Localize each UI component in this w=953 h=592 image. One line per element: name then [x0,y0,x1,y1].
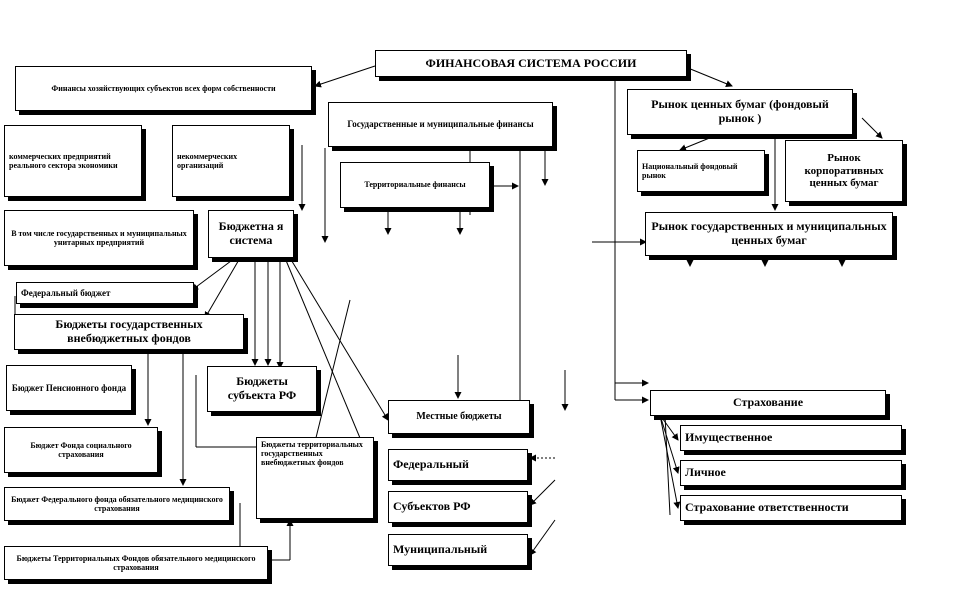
pension-fund-box: Бюджет Пенсионного фонда [6,365,132,411]
securities-market-box: Рынок ценных бумаг (фондовый рынок ) [627,89,853,135]
insurance-box: Страхование [650,390,886,416]
territorial-medical-funds-box: Бюджеты Территориальных Фондов обязательного медицинского страхования [4,546,268,580]
gov-securities-box: Рынок государственных и муниципальных ценных бумаг [645,212,893,256]
federal-budget-box: Федеральный бюджет [16,282,194,304]
insurance-personal-box: Личное [680,460,902,486]
state-municipal-box: Государственные и муниципальные финансы [328,102,553,147]
budget-system-box: Бюджетна я система [208,210,294,258]
social-fund-box: Бюджет Фонда социального страхования [4,427,158,473]
federal-medical-fund-box: Бюджет Федерального фонда обязательного медицинского страхования [4,487,230,521]
national-market-box: Национальный фондовый рынок [637,150,765,192]
insurance-liability-box: Страхование ответственности [680,495,902,521]
extrabudgetary-box: Бюджеты государственных внебюджетных фондов [14,314,244,350]
debt-federal-box: Федеральный [388,449,528,481]
territorial-box: Территориальные финансы [340,162,490,208]
unitary-box: В том числе государственных и муниципальных унитарных предприятий [4,210,194,266]
title-box: ФИНАНСОВАЯ СИСТЕМА РОССИИ [375,50,687,77]
subject-budgets-box: Бюджеты субъекта РФ [207,366,317,412]
corporate-market-box: Рынок корпоративных ценных бумаг [785,140,903,202]
enterprise-finance-box: Финансы хозяйствующих субъектов всех форм собственности [15,66,312,111]
debt-subjects-box: Субъектов РФ [388,491,528,523]
noncommercial-box: некоммерческих организаций [172,125,290,197]
commercial-box: коммерческих предприятий реального сектора экономики [4,125,142,197]
territorial-extra-budgets-box: Бюджеты территориальных государственных внебюджетных фондов [256,437,374,519]
debt-municipal-box: Муниципальный [388,534,528,566]
local-budgets-box: Местные бюджеты [388,400,530,434]
insurance-property-box: Имущественное [680,425,902,451]
